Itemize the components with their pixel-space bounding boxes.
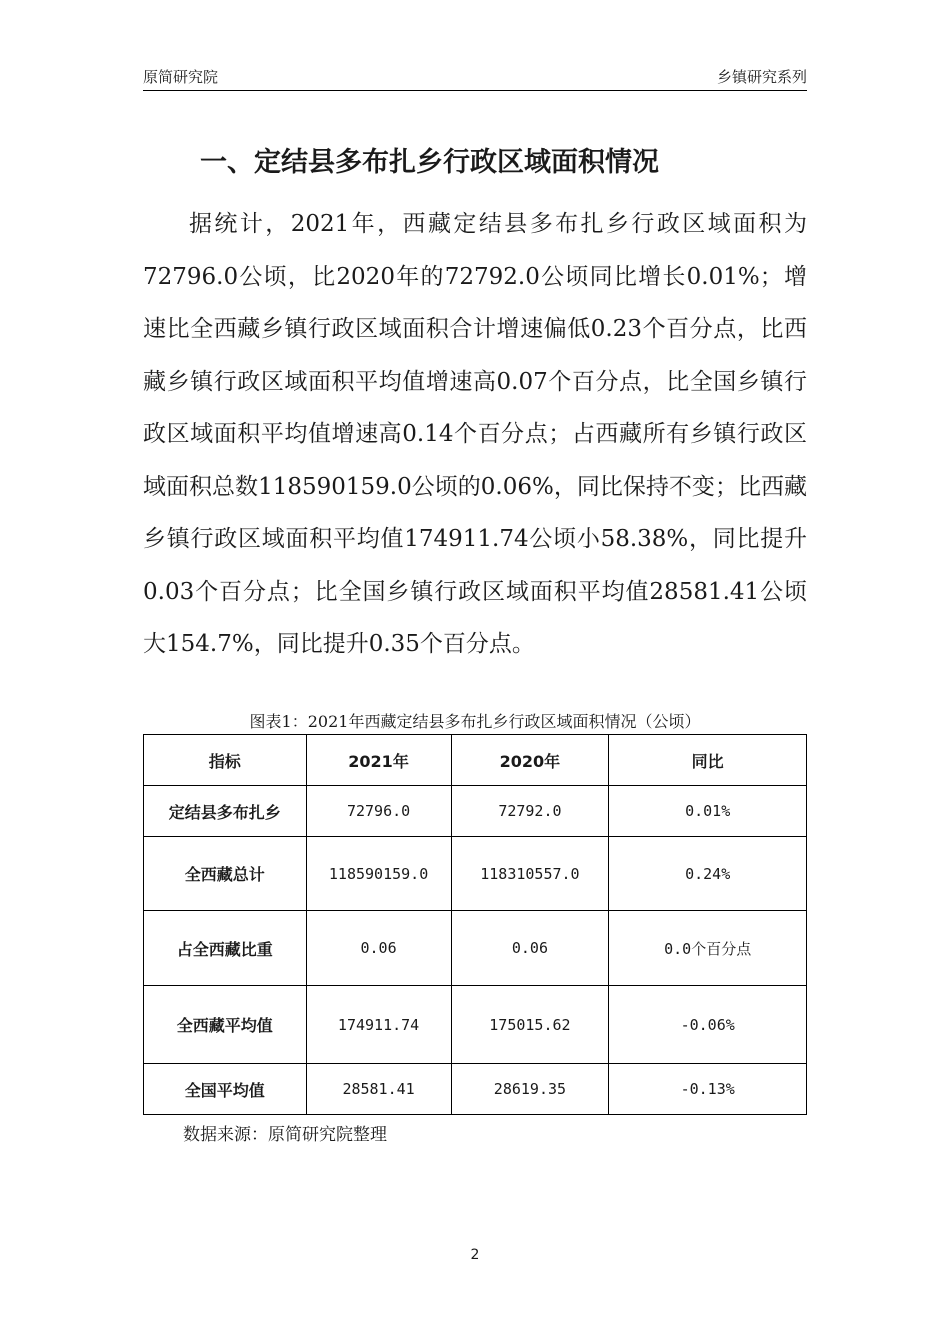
table-row [144, 911, 807, 986]
cell-2021: 118590159.0 [306, 837, 451, 911]
header-indicator: 指标 [144, 735, 307, 786]
header-org-name: 原简研究院 [143, 68, 219, 86]
table-row [144, 986, 807, 1064]
cell-yoy: 0.01% [609, 786, 807, 837]
body-paragraph: 据统计，2021年，西藏定结县多布扎乡行政区域面积为72796.0公顷，比2020年的72792.0公顷同比增长0.01%；增速比全西藏乡镇行政区域面积合计增速偏低0.23个百分点，比西藏乡镇行政区域面积平均值增速高0.07个百分点，比全国乡镇行政区域面积平均值增速高0.14个百分点；占西藏所有乡镇行政区域面积总数118590159.0公顷的0.06%，同比保持不变；比西藏乡镇行政区域面积平均值174911.74公顷小58.38%，同比提升0.03个百分点；比全国乡镇行政区域面积平均值28581.41公顷大154.7%，同比提升0.35个百分点。 [143, 211, 807, 657]
table-row [144, 837, 807, 911]
row-label: 定结县多布扎乡 [144, 786, 307, 837]
header-divider [143, 90, 807, 91]
row-label: 全西藏总计 [144, 837, 307, 911]
cell-2021: 72796.0 [306, 786, 451, 837]
row-label: 全国平均值 [144, 1064, 307, 1115]
header-yoy: 同比 [609, 735, 807, 786]
row-label: 全西藏平均值 [144, 986, 307, 1064]
cell-2020: 118310557.0 [451, 837, 609, 911]
page-number: 2 [470, 1247, 480, 1263]
cell-2021: 28581.41 [306, 1064, 451, 1115]
table-caption: 图表1：2021年西藏定结县多布扎乡行政区域面积情况（公顷） [249, 712, 701, 731]
cell-2020: 72792.0 [451, 786, 609, 837]
header-2020: 2020年 [451, 735, 609, 786]
table-row [144, 1064, 807, 1115]
table-row [144, 786, 807, 837]
data-source-note: 数据来源：原简研究院整理 [183, 1125, 387, 1145]
cell-2020: 28619.35 [451, 1064, 609, 1115]
header-series-name: 乡镇研究系列 [716, 68, 807, 86]
cell-yoy: -0.13% [609, 1064, 807, 1115]
row-label: 占全西藏比重 [144, 911, 307, 986]
header-2021: 2021年 [306, 735, 451, 786]
table-header-row [144, 735, 807, 786]
cell-2021: 174911.74 [306, 986, 451, 1064]
area-data-table [143, 734, 807, 1115]
section-title: 一、定结县多布扎乡行政区域面积情况 [200, 147, 659, 178]
cell-yoy: 0.0个百分点 [609, 911, 807, 986]
cell-yoy: 0.24% [609, 837, 807, 911]
cell-yoy: -0.06% [609, 986, 807, 1064]
cell-2021: 0.06 [306, 911, 451, 986]
cell-2020: 0.06 [451, 911, 609, 986]
cell-2020: 175015.62 [451, 986, 609, 1064]
